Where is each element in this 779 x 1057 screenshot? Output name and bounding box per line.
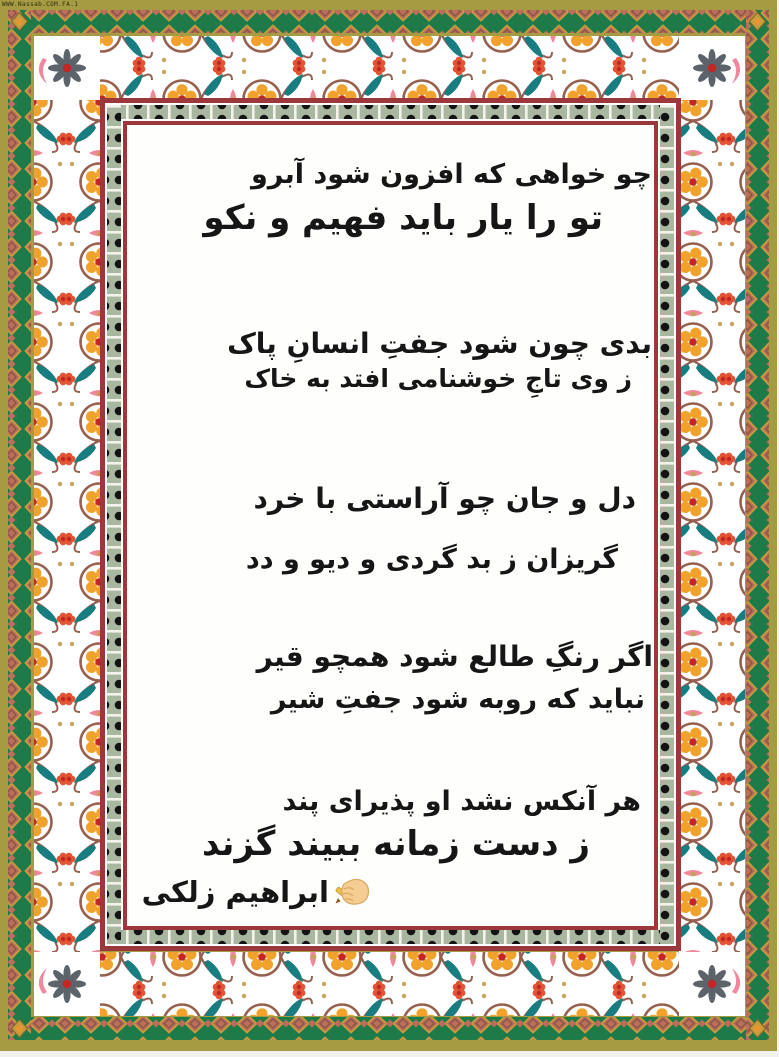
poem-line-4: ز وی تاجِ خوشنامی افتد به خاک <box>244 364 632 393</box>
poem-line-8: نباید که روبه شود جفتِ شیر <box>270 684 645 715</box>
signature-name: ابراهیم زلکی <box>141 874 329 909</box>
watermark-text: WWW.Nassab.COM.FA.1 <box>2 1 79 8</box>
writing-hand-icon <box>330 874 372 910</box>
signature <box>142 874 372 910</box>
poem-line-1: چو خواهی که افزون شود آبرو <box>250 159 652 190</box>
poem-line-10: ز دست زمانه ببیند گزند <box>202 824 590 864</box>
poem-line-2: تو را یار باید فهیم و نکو <box>203 198 603 238</box>
poem-line-7: اگر رنگِ طالع شود همچو قیر <box>256 640 653 673</box>
poem-line-3: بدی چون شود جفتِ انسانِ پاک <box>227 327 652 360</box>
poem-line-5: دل و جان چو آراستی با خرد <box>253 482 636 515</box>
poem-line-9: هر آنکس نشد او پذیرای پند <box>282 786 641 817</box>
poem-line-6: گریزان ز بد گردی و دیو و دد <box>245 544 618 575</box>
